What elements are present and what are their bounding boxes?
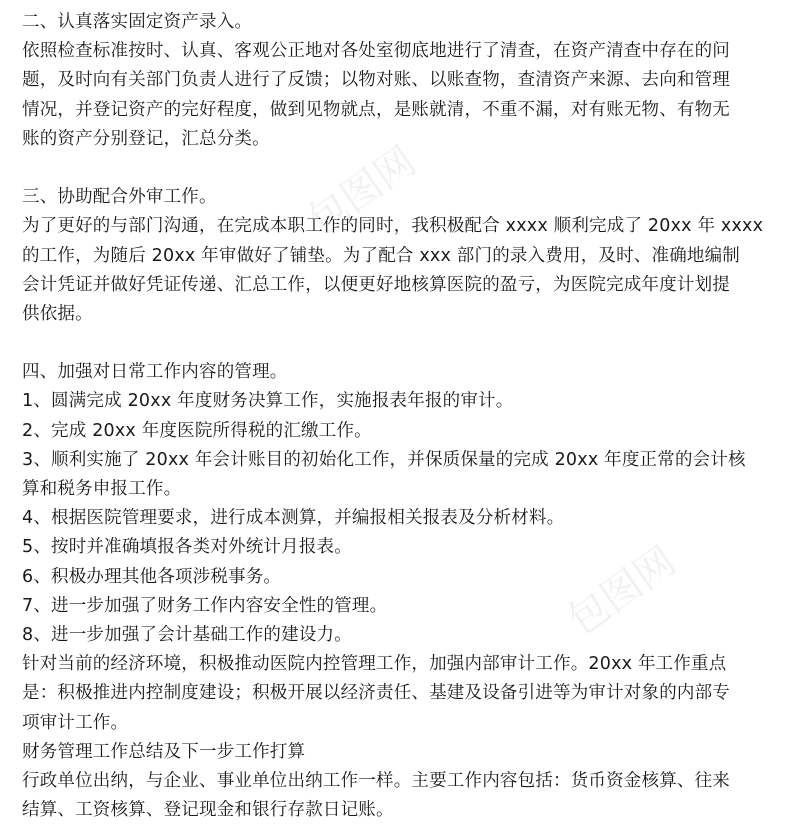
paragraph-line: 情况，并登记资产的完好程度，做到见物就点，是账就清，不重不漏，对有账无物、有物无 [22, 99, 730, 120]
document-body [22, 8, 782, 825]
list-item: 7、进一步加强了财务工作内容安全性的管理。 [22, 595, 388, 616]
paragraph-line: 账的资产分别登记，汇总分类。 [22, 128, 270, 149]
list-item: 1、圆满完成 20xx 年度财务决算工作，实施报表年报的审计。 [22, 391, 514, 412]
subtitle: 财务管理工作总结及下一步工作打算 [22, 741, 306, 762]
list-item: 2、完成 20xx 年度医院所得税的汇缴工作。 [22, 420, 372, 441]
paragraph-line: 结算、工资核算、登记现金和银行存款日记账。 [22, 800, 394, 821]
paragraph-line: 供依据。 [22, 303, 93, 324]
list-item: 算和税务申报工作。 [22, 479, 182, 499]
list-item: 4、根据医院管理要求，进行成本测算，并编报相关报表及分析材料。 [22, 508, 565, 529]
paragraph-line: 为了更好的与部门沟通，在完成本职工作的同时，我积极配合 xxxx 顺利完成了 20xx 年 xxxx [22, 216, 764, 237]
list-item: 6、积极办理其他各项涉税事务。 [22, 566, 282, 587]
list-item: 3、顺利实施了 20xx 年会计账目的初始化工作，并保质保量的完成 20xx 年度正常的会计核 [22, 449, 746, 470]
section-heading: 四、加强对日常工作内容的管理。 [22, 362, 288, 383]
section-heading: 二、认真落实固定资产录入。 [22, 12, 253, 32]
paragraph-line: 会计凭证并做好凭证传递、汇总工作，以便更好地核算医院的盈亏，为医院完成年度计划提 [22, 274, 730, 295]
paragraph-line: 依照检查标准按时、认真、客观公正地对各处室彻底地进行了清查，在资产清查中存在的问 [22, 41, 730, 62]
paragraph-line: 题，及时向有关部门负责人进行了反馈；以物对账、以账查物，查清资产来源、去向和管理 [22, 70, 730, 91]
paragraph-line: 项审计工作。 [22, 712, 129, 733]
paragraph-line: 行政单位出纳，与企业、事业单位出纳工作一样。主要工作内容包括：货币资金核算、往来 [22, 770, 730, 791]
paragraph-line: 的工作，为随后 20xx 年审做好了铺垫。为了配合 xxx 部门的录入费用，及时、准确地编制 [22, 245, 740, 266]
paragraph-line: 是：积极推进内控制度建设；积极开展以经济责任、基建及设备引进等为审计对象的内部专 [22, 683, 730, 704]
watermark-2: 包图网 [559, 538, 685, 645]
paragraph-line: 针对当前的经济环境，积极推动医院内控管理工作，加强内部审计工作。20xx 年工作重点 [22, 654, 727, 675]
spacer [22, 154, 782, 183]
section-heading: 三、协助配合外审工作。 [22, 187, 217, 208]
list-item: 5、按时并准确填报各类对外统计月报表。 [22, 537, 352, 558]
watermark-1: 包图网 [299, 138, 425, 245]
list-item: 8、进一步加强了会计基础工作的建设力。 [22, 624, 352, 645]
spacer [22, 329, 782, 358]
